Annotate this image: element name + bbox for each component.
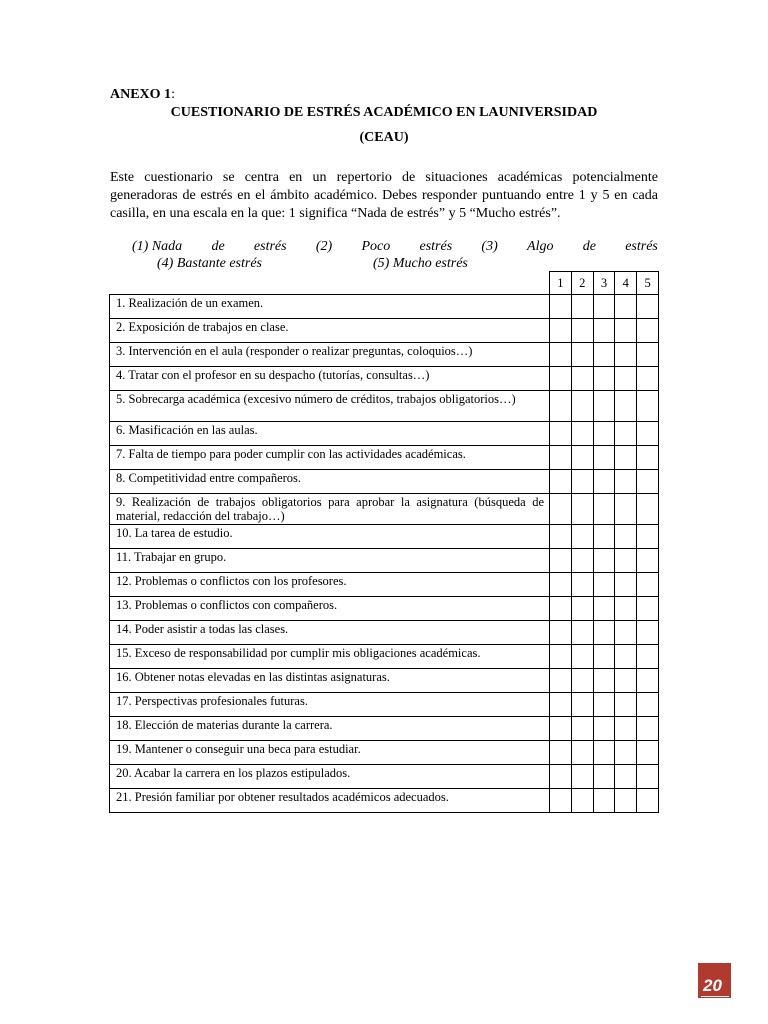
score-cell-1[interactable] xyxy=(550,525,572,549)
score-cell-2[interactable] xyxy=(571,693,593,717)
score-cell-3[interactable] xyxy=(593,525,615,549)
table-row xyxy=(110,789,659,813)
score-cell-3[interactable] xyxy=(593,343,615,367)
score-cell-1[interactable] xyxy=(550,367,572,391)
score-cell-1[interactable] xyxy=(550,446,572,470)
scale-legend-row-2 xyxy=(157,255,658,272)
table-row xyxy=(110,549,659,573)
score-cell-1[interactable] xyxy=(550,343,572,367)
situation-text: 15. Exceso de responsabilidad por cumplir mis obligaciones académicas. xyxy=(110,645,550,669)
score-cell-4[interactable] xyxy=(615,621,637,645)
situation-text: 18. Elección de materias durante la carrera. xyxy=(110,717,550,741)
table-row xyxy=(110,319,659,343)
table-row xyxy=(110,367,659,391)
score-cell-1[interactable] xyxy=(550,645,572,669)
questionnaire-title: CUESTIONARIO DE ESTRÉS ACADÉMICO EN LAUNIVERSIDAD xyxy=(170,105,598,120)
score-cell-1[interactable] xyxy=(550,391,572,422)
score-cell-1[interactable] xyxy=(550,295,572,319)
score-cell-5[interactable] xyxy=(637,549,659,573)
situation-text: 13. Problemas o conflictos con compañeros. xyxy=(110,597,550,621)
score-cell-2[interactable] xyxy=(571,494,593,525)
score-cell-2[interactable] xyxy=(571,391,593,422)
score-cell-3[interactable] xyxy=(593,573,615,597)
stress-questionnaire-table xyxy=(109,271,659,813)
score-cell-4[interactable] xyxy=(615,597,637,621)
score-cell-3[interactable] xyxy=(593,470,615,494)
score-cell-1[interactable] xyxy=(550,693,572,717)
score-cell-5[interactable] xyxy=(637,693,659,717)
table-row xyxy=(110,343,659,367)
situation-text: 5. Sobrecarga académica (excesivo número de créditos, trabajos obligatorios…) xyxy=(110,391,550,422)
score-cell-5[interactable] xyxy=(637,391,659,422)
annex-label-text: ANEXO 1 xyxy=(110,87,172,102)
score-cell-2[interactable] xyxy=(571,789,593,813)
scale-word: (3) xyxy=(481,239,498,254)
scale-word: Poco xyxy=(361,239,391,254)
score-cell-5[interactable] xyxy=(637,295,659,319)
scale-option-5: (5) Mucho estrés xyxy=(373,256,468,271)
column-header-3: 3 xyxy=(593,272,615,295)
score-cell-3[interactable] xyxy=(593,494,615,525)
table-row xyxy=(110,645,659,669)
questionnaire-acronym: (CEAU) xyxy=(359,130,409,145)
score-cell-1[interactable] xyxy=(550,765,572,789)
score-cell-1[interactable] xyxy=(550,669,572,693)
score-cell-3[interactable] xyxy=(593,549,615,573)
score-cell-1[interactable] xyxy=(550,319,572,343)
score-cell-1[interactable] xyxy=(550,494,572,525)
situation-text: 21. Presión familiar por obtener resultados académicos adecuados. xyxy=(110,789,550,813)
score-cell-2[interactable] xyxy=(571,470,593,494)
score-cell-1[interactable] xyxy=(550,621,572,645)
table-row xyxy=(110,470,659,494)
table-row xyxy=(110,621,659,645)
score-cell-2[interactable] xyxy=(571,549,593,573)
score-cell-3[interactable] xyxy=(593,669,615,693)
situation-text: 6. Masificación en las aulas. xyxy=(110,422,550,446)
situation-text: 8. Competitividad entre compañeros. xyxy=(110,470,550,494)
column-header-1: 1 xyxy=(550,272,572,295)
table-row xyxy=(110,391,659,422)
situation-text: 10. La tarea de estudio. xyxy=(110,525,550,549)
intro-paragraph: Este cuestionario se centra en un repertorio de situaciones académicas potencialmente generadoras de estrés en el ámbito académico. Debes responder puntuando entre 1 y 5 en cada casilla, en una escala en la que: 1 significa “Nada de estrés” y 5 “Mucho estrés”. xyxy=(110,170,658,221)
scale-option-4: (4) Bastante estrés xyxy=(157,256,262,271)
score-cell-1[interactable] xyxy=(550,470,572,494)
score-cell-5[interactable] xyxy=(637,645,659,669)
column-header-4: 4 xyxy=(615,272,637,295)
score-cell-2[interactable] xyxy=(571,343,593,367)
table-row xyxy=(110,765,659,789)
table-row xyxy=(110,573,659,597)
scale-word: estrés xyxy=(419,239,453,254)
table-row xyxy=(110,717,659,741)
table-row xyxy=(110,693,659,717)
score-cell-5[interactable] xyxy=(637,319,659,343)
score-cell-2[interactable] xyxy=(571,525,593,549)
situation-text: 12. Problemas o conflictos con los profesores. xyxy=(110,573,550,597)
table-row xyxy=(110,494,659,525)
score-cell-4[interactable] xyxy=(615,525,637,549)
score-cell-5[interactable] xyxy=(637,446,659,470)
score-cell-3[interactable] xyxy=(593,446,615,470)
score-cell-1[interactable] xyxy=(550,741,572,765)
column-header-5: 5 xyxy=(637,272,659,295)
score-cell-2[interactable] xyxy=(571,765,593,789)
annex-label-suffix: : xyxy=(171,87,175,102)
annex-label xyxy=(110,86,175,104)
page-number-badge xyxy=(698,963,731,998)
score-cell-5[interactable] xyxy=(637,621,659,645)
situation-text: 19. Mantener o conseguir una beca para estudiar. xyxy=(110,741,550,765)
score-cell-5[interactable] xyxy=(637,573,659,597)
score-cell-2[interactable] xyxy=(571,597,593,621)
score-cell-4[interactable] xyxy=(615,717,637,741)
table-row xyxy=(110,669,659,693)
score-cell-5[interactable] xyxy=(637,470,659,494)
table-row xyxy=(110,525,659,549)
situation-text: 4. Tratar con el profesor en su despacho (tutorías, consultas…) xyxy=(110,367,550,391)
score-cell-5[interactable] xyxy=(637,343,659,367)
score-cell-3[interactable] xyxy=(593,741,615,765)
situation-text: 17. Perspectivas profesionales futuras. xyxy=(110,693,550,717)
scale-word: de xyxy=(582,239,596,254)
scale-legend-row-1 xyxy=(132,238,658,255)
score-cell-5[interactable] xyxy=(637,765,659,789)
score-cell-5[interactable] xyxy=(637,597,659,621)
score-cell-4[interactable] xyxy=(615,319,637,343)
situation-text: 20. Acabar la carrera en los plazos estipulados. xyxy=(110,765,550,789)
score-cell-2[interactable] xyxy=(571,422,593,446)
score-cell-4[interactable] xyxy=(615,367,637,391)
table-row xyxy=(110,741,659,765)
scale-word: Algo xyxy=(527,239,554,254)
score-cell-2[interactable] xyxy=(571,446,593,470)
score-cell-4[interactable] xyxy=(615,343,637,367)
score-cell-2[interactable] xyxy=(571,717,593,741)
score-cell-1[interactable] xyxy=(550,549,572,573)
page-number: 20 xyxy=(703,976,722,995)
score-cell-5[interactable] xyxy=(637,494,659,525)
score-cell-4[interactable] xyxy=(615,765,637,789)
score-cell-2[interactable] xyxy=(571,295,593,319)
score-cell-3[interactable] xyxy=(593,367,615,391)
page-number-underline xyxy=(701,996,729,997)
score-cell-4[interactable] xyxy=(615,470,637,494)
situation-text: 16. Obtener notas elevadas en las distintas asignaturas. xyxy=(110,669,550,693)
table-row xyxy=(110,446,659,470)
score-cell-2[interactable] xyxy=(571,741,593,765)
score-cell-3[interactable] xyxy=(593,319,615,343)
situation-text: 2. Exposición de trabajos en clase. xyxy=(110,319,550,343)
score-cell-4[interactable] xyxy=(615,391,637,422)
table-header-row xyxy=(110,272,659,295)
situation-text: 3. Intervención en el aula (responder o realizar preguntas, coloquios…) xyxy=(110,343,550,367)
scale-word: de xyxy=(211,239,225,254)
score-cell-1[interactable] xyxy=(550,422,572,446)
situation-text: 9. Realización de trabajos obligatorios para aprobar la asignatura (búsqueda de material, redacción del trabajo…) xyxy=(110,494,550,525)
score-cell-3[interactable] xyxy=(593,765,615,789)
score-cell-2[interactable] xyxy=(571,669,593,693)
scale-word: (2) xyxy=(315,239,333,254)
score-cell-4[interactable] xyxy=(615,549,637,573)
score-cell-4[interactable] xyxy=(615,422,637,446)
situation-text: 7. Falta de tiempo para poder cumplir con las actividades académicas. xyxy=(110,446,550,470)
score-cell-4[interactable] xyxy=(615,645,637,669)
score-cell-3[interactable] xyxy=(593,789,615,813)
score-cell-4[interactable] xyxy=(615,573,637,597)
score-cell-3[interactable] xyxy=(593,391,615,422)
scale-word: (1) Nada xyxy=(132,239,183,254)
column-header-2: 2 xyxy=(571,272,593,295)
score-cell-4[interactable] xyxy=(615,741,637,765)
score-cell-1[interactable] xyxy=(550,573,572,597)
score-cell-5[interactable] xyxy=(637,422,659,446)
score-cell-5[interactable] xyxy=(637,717,659,741)
score-cell-4[interactable] xyxy=(615,494,637,525)
scale-word: estrés xyxy=(253,239,287,254)
scale-word: estrés xyxy=(625,239,658,254)
score-cell-4[interactable] xyxy=(615,295,637,319)
score-cell-1[interactable] xyxy=(550,789,572,813)
score-cell-4[interactable] xyxy=(615,789,637,813)
score-cell-5[interactable] xyxy=(637,789,659,813)
table-row xyxy=(110,422,659,446)
score-cell-3[interactable] xyxy=(593,295,615,319)
score-cell-3[interactable] xyxy=(593,645,615,669)
score-cell-4[interactable] xyxy=(615,693,637,717)
score-cell-3[interactable] xyxy=(593,422,615,446)
score-cell-2[interactable] xyxy=(571,573,593,597)
score-cell-3[interactable] xyxy=(593,693,615,717)
score-cell-4[interactable] xyxy=(615,446,637,470)
score-cell-2[interactable] xyxy=(571,645,593,669)
score-cell-5[interactable] xyxy=(637,741,659,765)
table-row xyxy=(110,597,659,621)
score-cell-5[interactable] xyxy=(637,367,659,391)
score-cell-3[interactable] xyxy=(593,717,615,741)
score-cell-5[interactable] xyxy=(637,669,659,693)
situation-text: 14. Poder asistir a todas las clases. xyxy=(110,621,550,645)
score-cell-5[interactable] xyxy=(637,525,659,549)
table-row xyxy=(110,295,659,319)
score-cell-1[interactable] xyxy=(550,597,572,621)
score-cell-3[interactable] xyxy=(593,621,615,645)
score-cell-3[interactable] xyxy=(593,597,615,621)
score-cell-4[interactable] xyxy=(615,669,637,693)
score-cell-2[interactable] xyxy=(571,367,593,391)
score-cell-2[interactable] xyxy=(571,319,593,343)
score-cell-2[interactable] xyxy=(571,621,593,645)
situation-text: 11. Trabajar en grupo. xyxy=(110,549,550,573)
header-blank-cell xyxy=(110,272,550,295)
score-cell-1[interactable] xyxy=(550,717,572,741)
situation-text: 1. Realización de un examen. xyxy=(110,295,550,319)
